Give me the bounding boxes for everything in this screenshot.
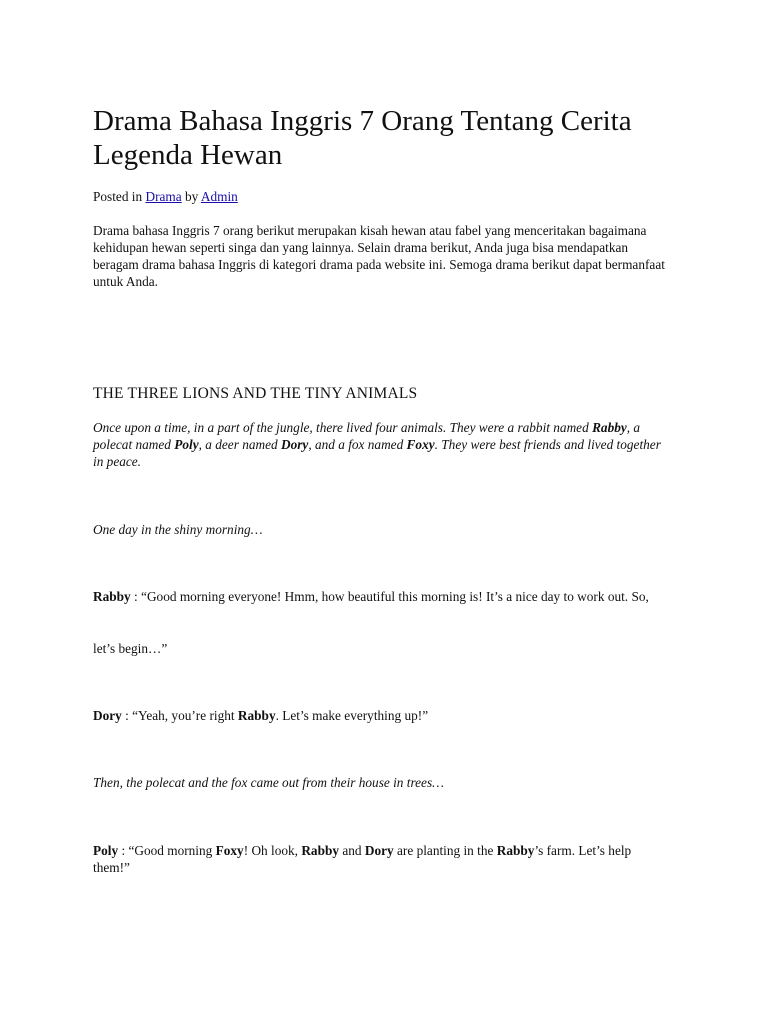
post-meta [93, 188, 238, 205]
page-title: Drama Bahasa Inggris 7 Orang Tentang Cerita Legenda Hewan [93, 105, 632, 171]
character-name: Rabby [592, 420, 627, 435]
author-link[interactable]: Admin [200, 189, 238, 204]
posted-in-label: Posted in [93, 189, 143, 204]
story-title: THE THREE LIONS AND THE TINY ANIMALS [93, 385, 418, 402]
dialogue-line-3: Poly : “Good morning Foxy! Oh look, Rabby and Dory are planting in the Rabby’s farm. Let’s help them!” [93, 843, 632, 875]
character-name: Foxy [406, 437, 435, 452]
intro-paragraph: Drama bahasa Inggris 7 orang berikut merupakan kisah hewan atau fabel yang menceritakan bagaimana kehidupan hewan seperti singa dan yang lainnya. Selain drama berikut, Anda juga bisa mendapatkan beragam drama bahasa Inggris di kategori drama pada website ini. Semoga drama berikut dapat bermanfaat untuk Anda. [93, 223, 665, 289]
speaker-name: Poly [93, 843, 119, 858]
dialogue-line-1-continuation: let’s begin…” [93, 641, 168, 656]
dialogue-line-1: Rabby : “Good morning everyone! Hmm, how beautiful this morning is! It’s a nice day to work out. So, [93, 589, 649, 604]
narration-paragraph-2: One day in the shiny morning… [93, 522, 263, 537]
character-name: Poly [174, 437, 199, 452]
character-name: Dory [280, 437, 309, 452]
character-name: Rabby [496, 843, 535, 858]
category-link[interactable]: Drama [145, 189, 182, 204]
character-name: Rabby [237, 708, 276, 723]
character-name: Foxy [215, 843, 244, 858]
by-label: by [184, 189, 199, 204]
speaker-name: Rabby [93, 589, 131, 604]
character-name: Dory [364, 843, 394, 858]
dialogue-line-2: Dory : “Yeah, you’re right Rabby. Let’s make everything up!” [93, 708, 429, 723]
narration-paragraph-1: Once upon a time, in a part of the jungle, there lived four animals. They were a rabbit named Rabby, a polecat named Poly, a deer named Dory, and a fox named Foxy. They were best friends and lived together in peace. [93, 420, 661, 469]
speaker-name: Dory [93, 708, 122, 723]
narration-paragraph-3: Then, the polecat and the fox came out from their house in trees… [93, 775, 444, 790]
character-name: Rabby [301, 843, 340, 858]
